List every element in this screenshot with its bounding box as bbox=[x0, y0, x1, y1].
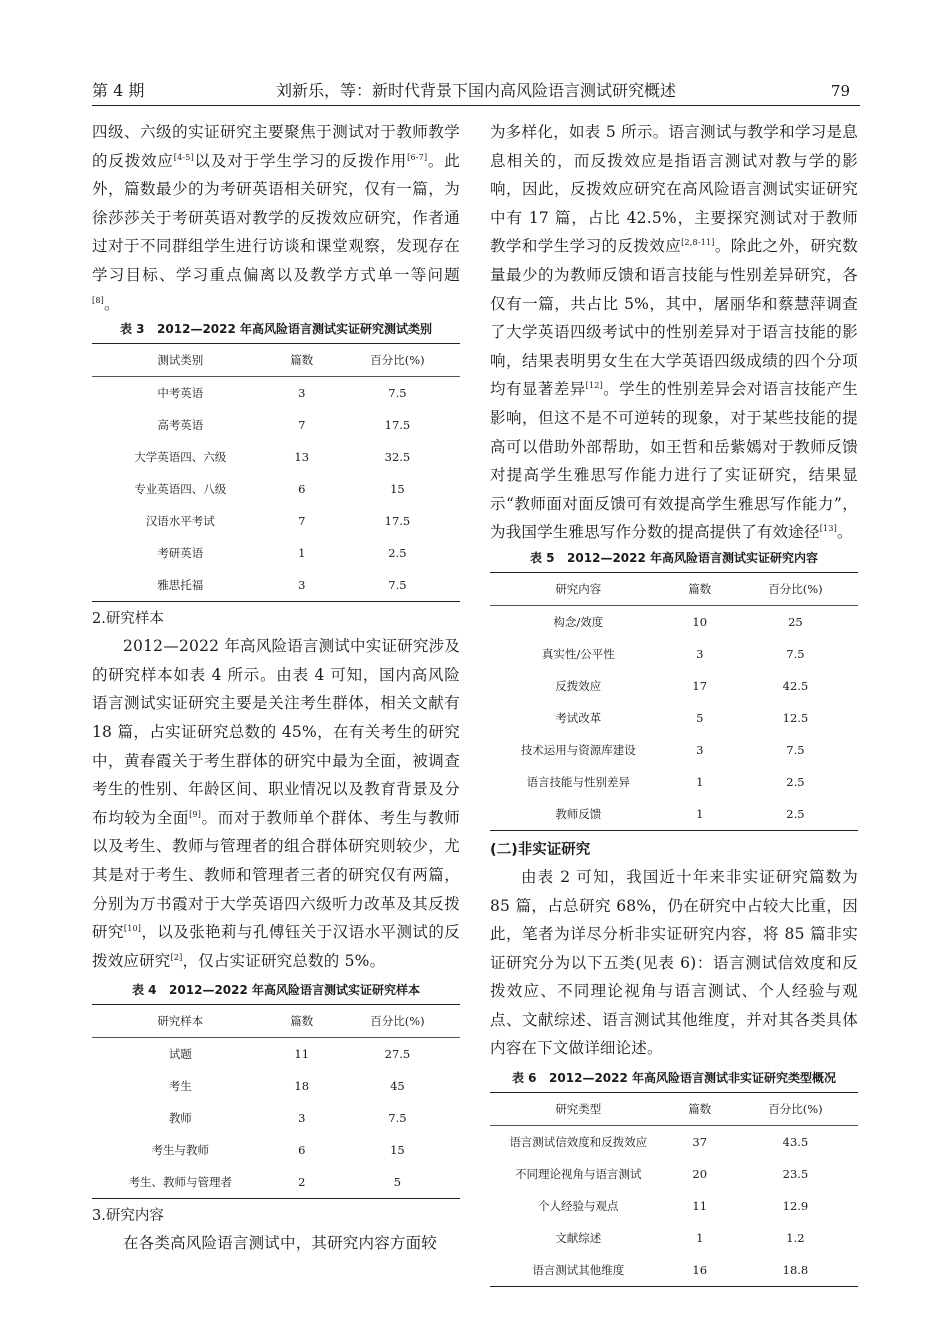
table-cell: 37 bbox=[692, 1135, 708, 1150]
citation: [4-5] bbox=[173, 152, 194, 162]
header-rule bbox=[92, 105, 860, 106]
table-cell: 3 bbox=[696, 742, 704, 757]
table-row bbox=[490, 1158, 858, 1190]
table-row bbox=[92, 537, 460, 569]
citation: [12] bbox=[585, 381, 603, 391]
table-cell: 考研英语 bbox=[157, 546, 204, 561]
table-cell: 考试改革 bbox=[555, 710, 602, 725]
table-cell: 真实性/公平性 bbox=[541, 646, 615, 661]
table-cell: 5 bbox=[696, 710, 704, 725]
table-row bbox=[490, 1254, 858, 1287]
left-column bbox=[92, 118, 460, 1258]
table-cell: 3 bbox=[298, 386, 306, 401]
table-nonempirical-types bbox=[490, 1092, 858, 1287]
paragraph: 由表 2 可知，我国近十年来非实证研究篇数为 85 篇，占总研究 68%，仍在研究中占较大比重，因此，笔者为详尽分析非实证研究内容，将 85 篇非实证研究分为以下五类(见表 6)：语言测试信效度和反拨效应、不同理论视角与语言测试、个人经验与观点、文献综述、语言测试其他维度，并对其各类具体内容在下文做详细论述。 bbox=[490, 867, 858, 1058]
table-cell: 42.5 bbox=[782, 678, 809, 693]
text-segment: 表 4 bbox=[131, 983, 157, 998]
citation: [8] bbox=[92, 295, 104, 305]
table-cell: 17 bbox=[692, 678, 708, 693]
text-segment: 2012—2022 年高风险语言测试实证研究测试类别 bbox=[157, 322, 433, 337]
paragraph bbox=[490, 118, 858, 547]
column-header: 研究内容 bbox=[490, 572, 667, 605]
table-cell: 考生、教师与管理者 bbox=[128, 1175, 233, 1190]
table-cell: 7.5 bbox=[388, 578, 407, 593]
table-row bbox=[92, 441, 460, 473]
table-cell: 反拨效应 bbox=[555, 678, 602, 693]
table-caption bbox=[92, 981, 460, 998]
table-cell: 2.5 bbox=[388, 546, 407, 561]
text-segment: 以及对于学生学习的反拨作用 bbox=[193, 151, 408, 170]
table-cell: 12.9 bbox=[782, 1199, 809, 1214]
table-row bbox=[490, 798, 858, 831]
column-header: 研究类型 bbox=[490, 1093, 667, 1126]
text-segment: 为多样化，如表 5 所示。语言测试与教学和学习是息息相关的，而反拨效应是指语言测试对教与学的影响，因此，反拨效应研究在高风险语言测试实证研究中有 17 篇，占比 42.5%，主要探究测试对于教师教学和学生学习的反拨效应 bbox=[490, 123, 858, 256]
table-row bbox=[92, 505, 460, 537]
table-cell: 1 bbox=[298, 546, 306, 561]
text-segment: 表 3 bbox=[119, 322, 145, 337]
text-segment: 2012—2022 年高风险语言测试非实证研究类型概况 bbox=[549, 1071, 837, 1086]
table-cell: 1 bbox=[696, 774, 704, 789]
table-row bbox=[92, 1102, 460, 1134]
table-caption bbox=[92, 320, 460, 337]
table-row bbox=[92, 1134, 460, 1166]
table-cell: 5 bbox=[393, 1175, 402, 1190]
table-cell: 构念/效度 bbox=[553, 614, 604, 629]
text-segment: 2012—2022 年高风险语言测试实证研究内容 bbox=[567, 550, 819, 565]
table-caption bbox=[490, 549, 858, 566]
column-header: 篇数 bbox=[667, 572, 733, 605]
table-research-content bbox=[490, 572, 858, 831]
table-cell: 教师 bbox=[168, 1111, 192, 1126]
table-cell: 专业英语四、八级 bbox=[134, 482, 227, 497]
table-cell: 2 bbox=[298, 1175, 306, 1190]
table-cell: 6 bbox=[298, 1143, 306, 1158]
table-cell: 教师反馈 bbox=[555, 806, 602, 821]
table-cell: 13 bbox=[294, 450, 310, 465]
table-cell: 15 bbox=[390, 482, 405, 497]
table-cell: 不同理论视角与语言测试 bbox=[515, 1167, 642, 1182]
table-row bbox=[490, 605, 858, 638]
table-cell: 20 bbox=[692, 1167, 708, 1182]
column-header: 篇数 bbox=[269, 344, 335, 377]
text-segment: ，仅占实证研究总数的 5%。 bbox=[182, 951, 386, 970]
table-cell: 7.5 bbox=[786, 742, 805, 757]
citation: [9] bbox=[189, 809, 202, 819]
table-row bbox=[490, 1190, 858, 1222]
column-header: 百分比(%) bbox=[733, 1093, 858, 1126]
table-cell: 2.5 bbox=[786, 774, 805, 789]
table-row bbox=[92, 1038, 460, 1071]
table-cell: 技术运用与资源库建设 bbox=[520, 742, 636, 757]
table-cell: 3 bbox=[298, 1111, 306, 1126]
table-row bbox=[490, 766, 858, 798]
citation: [2,8-11] bbox=[681, 238, 715, 248]
table-row bbox=[92, 569, 460, 602]
subsection-heading: 3.研究内容 bbox=[92, 1208, 164, 1225]
table-cell: 语言技能与性别差异 bbox=[526, 774, 631, 789]
table-cell: 语言测试信效度和反拨效应 bbox=[509, 1135, 648, 1150]
text-segment: ，以及张艳莉与孔傅钰关于汉语水平测试的反拨效应研究 bbox=[92, 923, 460, 970]
table-cell: 7 bbox=[298, 514, 306, 529]
table-cell: 个人经验与观点 bbox=[538, 1199, 619, 1214]
table-cell: 中考英语 bbox=[157, 386, 204, 401]
table-cell: 17.5 bbox=[384, 514, 411, 529]
text-segment: 四级、六级的实证研究主要聚焦于测试对于教师教学的反拨效应 bbox=[92, 123, 460, 170]
table-cell: 45 bbox=[390, 1079, 405, 1094]
table-row bbox=[490, 1222, 858, 1254]
citation: [2] bbox=[170, 952, 183, 962]
table-cell: 23.5 bbox=[782, 1167, 809, 1182]
table-cell: 大学英语四、六级 bbox=[134, 450, 227, 465]
issue-number: 第 4 期 bbox=[92, 81, 145, 100]
page-number: 79 bbox=[830, 82, 850, 100]
table-row bbox=[92, 409, 460, 441]
table-cell: 7.5 bbox=[786, 646, 805, 661]
text-segment: 。而对于教师单个群体、考生与教师以及考生、教师与管理者的组合群体研究则较少，尤其是对于考生、教师和管理者三者的研究仅有两篇，分别为万书霞对于大学英语四六级听力改革及其反拨研究 bbox=[92, 808, 460, 942]
table-cell: 15 bbox=[390, 1143, 405, 1158]
text-segment: 。学生的性别差异会对语言技能产生影响，但这不是不可逆转的现象，对于某些技能的提高可以借助外部帮助，如王哲和岳紫嫣对于教师反馈对提高学生雅思写作能力进行了实证研究，结果显示“教师面对面反馈可有效提高学生雅思写作能力”，为我国学生雅思写作分数的提高提供了有效途径 bbox=[490, 380, 859, 542]
table-cell: 高考英语 bbox=[157, 418, 204, 433]
paragraph bbox=[92, 632, 460, 975]
table-cell: 1 bbox=[696, 806, 704, 821]
table-cell: 17.5 bbox=[384, 418, 411, 433]
table-cell: 3 bbox=[298, 578, 306, 593]
table-cell: 25 bbox=[788, 614, 803, 629]
text-segment: 2012—2022 年高风险语言测试中实证研究涉及的研究样本如表 4 所示。由表 4 可知，国内高风险语言测试实证研究主要是关注考生群体，相关文献有 18 篇，占实证研究总数的 45%，在有关考生的研究中，黄春霞关于考生群体的研究中最为全面，被调查考生的性别、年龄区间、职业情况以及教育背景及分布均较为全面 bbox=[92, 637, 460, 827]
column-header: 百分比(%) bbox=[733, 572, 858, 605]
table-row bbox=[92, 473, 460, 505]
subsection-heading: 2.研究样本 bbox=[92, 611, 164, 628]
right-column bbox=[490, 118, 858, 1287]
table-cell: 7 bbox=[298, 418, 306, 433]
text-segment: 。 bbox=[103, 294, 120, 313]
table-cell: 32.5 bbox=[384, 450, 411, 465]
table-cell: 43.5 bbox=[782, 1135, 809, 1150]
column-header: 百分比(%) bbox=[335, 1005, 460, 1038]
table-cell: 10 bbox=[692, 614, 708, 629]
table-row bbox=[490, 734, 858, 766]
column-header: 研究样本 bbox=[92, 1005, 269, 1038]
column-header: 百分比(%) bbox=[335, 344, 460, 377]
text-segment: 表 5 bbox=[529, 550, 555, 565]
table-cell: 16 bbox=[692, 1263, 708, 1278]
citation: [10] bbox=[123, 923, 142, 933]
table-cell: 1.2 bbox=[786, 1231, 805, 1246]
column-header: 篇数 bbox=[667, 1093, 733, 1126]
table-cell: 文献综述 bbox=[555, 1231, 602, 1246]
table-row bbox=[490, 1126, 858, 1159]
table-cell: 试题 bbox=[168, 1047, 192, 1062]
table-test-categories bbox=[92, 343, 460, 602]
citation: [13] bbox=[819, 524, 837, 534]
table-cell: 11 bbox=[692, 1199, 708, 1214]
table-cell: 雅思托福 bbox=[157, 578, 204, 593]
text-segment: 表 6 bbox=[511, 1071, 537, 1086]
table-cell: 7.5 bbox=[388, 1111, 407, 1126]
table-row bbox=[490, 670, 858, 702]
text-segment: 。此外，篇数最少的为考研英语相关研究，仅有一篇，为徐莎莎关于考研英语对教学的反拨效应研究，作者通过对于不同群组学生进行访谈和课堂观察，发现存在学习目标、学习重点偏离以及教学方式单一等问题 bbox=[92, 151, 460, 284]
table-cell: 6 bbox=[298, 482, 306, 497]
table-row bbox=[490, 702, 858, 734]
section-heading: (二)非实证研究 bbox=[490, 841, 591, 858]
table-cell: 考生与教师 bbox=[151, 1143, 210, 1158]
table-row bbox=[92, 1070, 460, 1102]
citation: [6-7] bbox=[407, 152, 428, 162]
table-caption bbox=[490, 1069, 858, 1086]
table-cell: 语言测试其他维度 bbox=[532, 1263, 625, 1278]
text-segment: 。 bbox=[836, 523, 853, 542]
column-header: 篇数 bbox=[269, 1005, 335, 1038]
table-row bbox=[92, 1166, 460, 1199]
table-cell: 7.5 bbox=[388, 386, 407, 401]
table-cell: 11 bbox=[294, 1047, 310, 1062]
text-segment: 2012—2022 年高风险语言测试实证研究样本 bbox=[169, 983, 421, 998]
table-row bbox=[92, 377, 460, 410]
table-research-samples bbox=[92, 1004, 460, 1199]
table-cell: 2.5 bbox=[786, 806, 805, 821]
table-cell: 考生 bbox=[168, 1079, 192, 1094]
table-cell: 27.5 bbox=[384, 1047, 411, 1062]
table-row bbox=[490, 638, 858, 670]
table-cell: 汉语水平考试 bbox=[145, 514, 215, 529]
text-segment: 。除此之外，研究数量最少的为教师反馈和语言技能与性别差异研究，各仅有一篇，共占比 5%，其中，屠丽华和蔡慧萍调查了大学英语四级考试中的性别差异对于语言技能的影响，结果表明男女生在大学英语四级成绩的四个分项均有显著差异 bbox=[490, 237, 858, 399]
running-title: 刘新乐，等：新时代背景下国内高风险语言测试研究概述 bbox=[275, 81, 676, 100]
paragraph: 在各类高风险语言测试中，其研究内容方面较 bbox=[123, 1234, 438, 1253]
table-cell: 12.5 bbox=[782, 710, 809, 725]
table-cell: 1 bbox=[696, 1231, 704, 1246]
table-cell: 18.8 bbox=[782, 1263, 809, 1278]
running-header bbox=[92, 78, 860, 106]
paragraph bbox=[92, 118, 460, 318]
table-cell: 3 bbox=[696, 646, 704, 661]
column-header: 测试类别 bbox=[92, 344, 269, 377]
table-cell: 18 bbox=[294, 1079, 310, 1094]
